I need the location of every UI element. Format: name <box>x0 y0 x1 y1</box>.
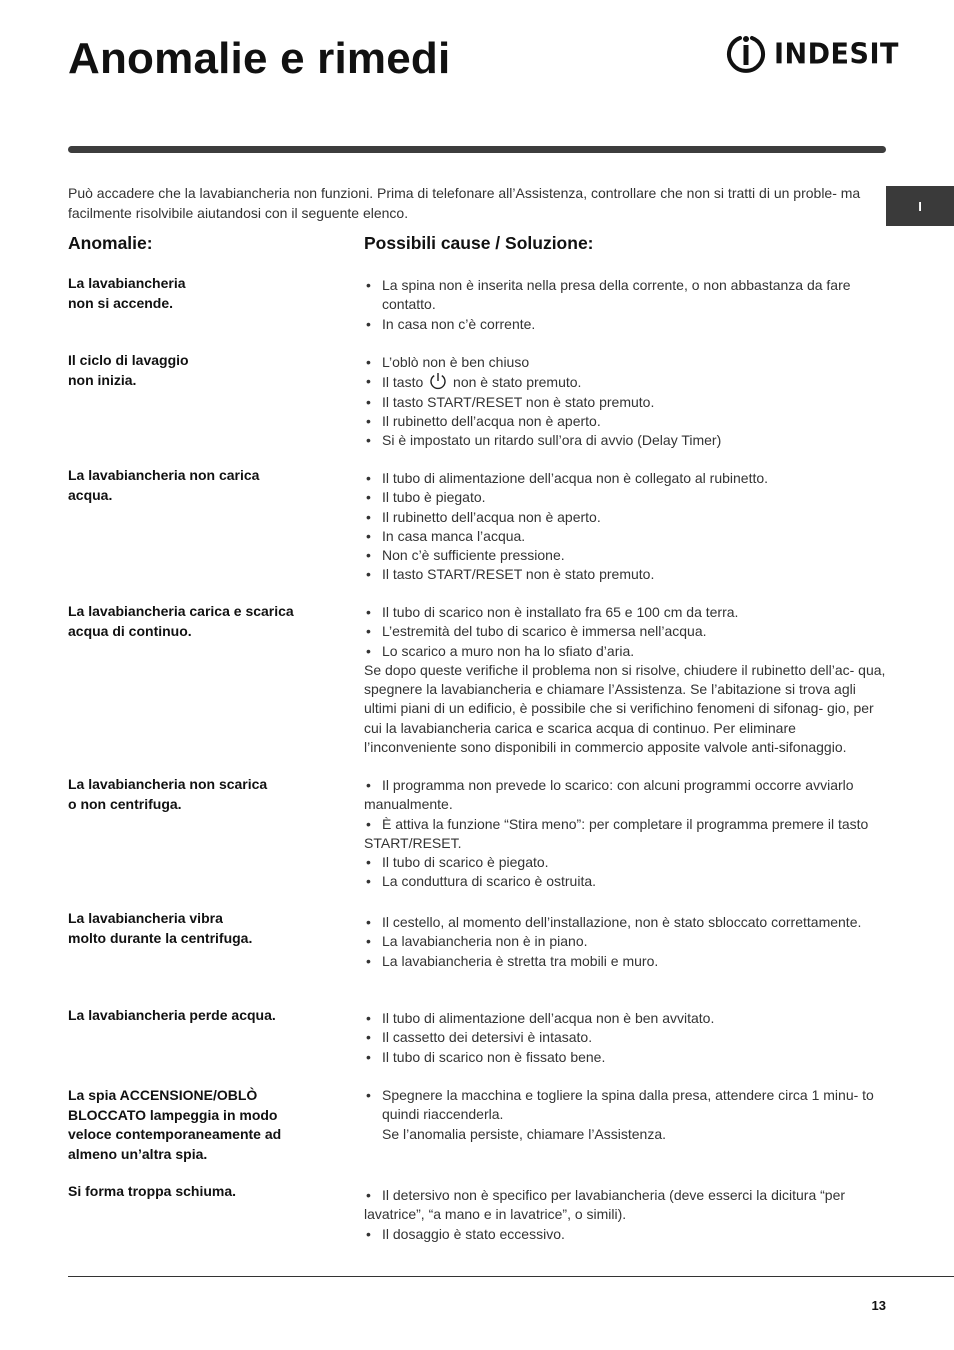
page-number: 13 <box>871 1298 886 1313</box>
list-item: • Il tasto START/RESET non è stato premuto. <box>364 393 886 412</box>
cause-note: Se l’anomalia persiste, chiamare l’Assistenza. <box>382 1125 667 1142</box>
causes-heading: Possibili cause / Soluzione: <box>364 233 594 253</box>
bullet-icon: • <box>366 815 371 832</box>
bullet-icon: • <box>366 1187 371 1203</box>
power-icon <box>429 372 447 390</box>
list-item: • La lavabiancheria è stretta tra mobili e muro. <box>364 952 886 971</box>
anomaly-label: La lavabiancheria perde acqua. <box>68 1007 276 1023</box>
cause-list <box>364 776 886 892</box>
list-item: • Il tasto non è stato premuto. <box>364 372 886 392</box>
anomaly-label: La lavabiancheria non carica acqua. <box>68 467 260 503</box>
anomaly-label: La lavabiancheria non scarica o non centrifuga. <box>68 776 268 812</box>
footer-rule <box>68 1276 954 1277</box>
cause-paragraph: Se dopo queste verifiche il problema non si risolve, chiudere il rubinetto dell’ac- qua, spegnere la lavabiancheria e chiamare l’Assistenza. Se l’abitazione si trova agli ultimi piani di un edificio, è possibile che si verifichino fenomeni di sifonag- gio, per cui la lavabiancheria carica e scarica acqua di continuo. Per eliminare l’inconveniente sono disponibili in commercio apposite valvole anti-sifonaggio. <box>364 661 886 756</box>
list-item: • Il tubo di scarico è piegato. <box>364 853 886 872</box>
cause-list <box>364 1186 886 1244</box>
list-item: • L’estremità del tubo di scarico è immersa nell’acqua. <box>364 622 886 641</box>
anomaly-label: La lavabiancheria carica e scarica acqua di continuo. <box>68 603 294 639</box>
list-item: • La lavabiancheria non è in piano. <box>364 932 886 951</box>
language-tab: I <box>886 186 954 226</box>
cause-list <box>364 1009 886 1067</box>
anomaly-label: La spia ACCENSIONE/OBLÒ BLOCCATO lampeggia in modo veloce contemporaneamente ad almeno un’altra spia. <box>68 1087 282 1162</box>
list-item: • Il dosaggio è stato eccessivo. <box>364 1225 886 1244</box>
list-item: • Il rubinetto dell’acqua non è aperto. <box>364 508 886 527</box>
cause-list <box>364 276 886 334</box>
anomaly-label: Il ciclo di lavaggio non inizia. <box>68 352 189 388</box>
list-item: • Non c’è sufficiente pressione. <box>364 546 886 565</box>
bullet-icon: • <box>366 777 371 793</box>
list-item: • Il tubo di scarico non è installato fra 65 e 100 cm da terra. <box>364 603 886 622</box>
list-item: • Il cassetto dei detersivi è intasato. <box>364 1028 886 1047</box>
cause-list <box>364 469 886 585</box>
anomaly-label: La lavabiancheria vibra molto durante la centrifuga. <box>68 910 253 946</box>
intro-text: Può accadere che la lavabiancheria non funzioni. Prima di telefonare all’Assistenza, controllare che non si tratti di un proble- ma facilmente risolvibile aiutandosi con il seguente elenco. <box>68 185 861 221</box>
list-item: • Lo scarico a muro non ha lo sfiato d’aria. <box>364 642 886 661</box>
cause-list <box>364 1086 886 1144</box>
list-item: • In casa manca l’acqua. <box>364 527 886 546</box>
list-item: • La spina non è inserita nella presa della corrente, o non abbastanza da fare contatto. <box>364 276 886 315</box>
anomaly-label: Si forma troppa schiuma. <box>68 1183 237 1199</box>
brand-i-symbol-icon <box>726 32 766 76</box>
list-item: • È attiva la funzione “Stira meno”: per completare il programma premere il tasto START/RESET. <box>364 815 869 851</box>
cause-list <box>364 353 886 450</box>
cause-list <box>364 603 886 757</box>
page-title: Anomalie e rimedi <box>68 34 451 83</box>
anomaly-label: La lavabiancheria non si accende. <box>68 275 186 311</box>
list-item: • Il programma non prevede lo scarico: con alcuni programmi occorre avviarlo manualmente. <box>364 777 854 813</box>
list-item: • Si è impostato un ritardo sull’ora di avvio (Delay Timer) <box>364 431 886 450</box>
brand-logo <box>726 32 899 76</box>
list-item: • Il rubinetto dell’acqua non è aperto. <box>364 412 886 431</box>
list-item: • Il tubo è piegato. <box>364 488 886 507</box>
brand-name: INDESIT <box>774 37 899 71</box>
list-item: • Spegnere la macchina e togliere la spina dalla presa, attendere circa 1 minu- to quindi riaccenderla. <box>364 1086 886 1125</box>
anomalies-heading: Anomalie: <box>68 233 153 253</box>
header-rule <box>68 146 886 153</box>
list-item: • Il tubo di scarico non è fissato bene. <box>364 1048 886 1067</box>
list-item: • Il tubo di alimentazione dell’acqua non è collegato al rubinetto. <box>364 469 886 488</box>
list-item: • In casa non c’è corrente. <box>364 315 886 334</box>
list-item: • Il detersivo non è specifico per lavabiancheria (deve esserci la dicitura “per lavatrice”, “a mano e in lavatrice”, o simili). <box>364 1187 846 1223</box>
list-item: • La conduttura di scarico è ostruita. <box>364 872 886 891</box>
list-item: • Il cestello, al momento dell’installazione, non è stato sbloccato correttamente. <box>364 913 886 932</box>
list-item: • Il tasto START/RESET non è stato premuto. <box>364 565 886 584</box>
list-item: • Il tubo di alimentazione dell’acqua non è ben avvitato. <box>364 1009 886 1028</box>
cause-list <box>364 913 886 971</box>
list-item: • L’oblò non è ben chiuso <box>364 353 886 372</box>
